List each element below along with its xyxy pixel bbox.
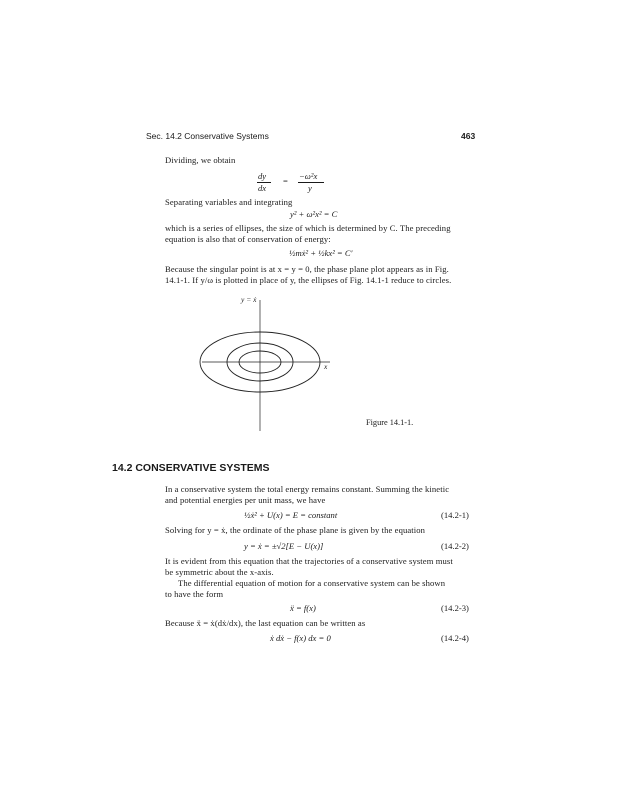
- phase-x-axis-label: x: [324, 362, 328, 371]
- eq-14-2-1: ½ẋ² + U(x) = E = constant: [244, 510, 338, 520]
- section-heading: 14.2 CONSERVATIVE SYSTEMS: [112, 462, 270, 474]
- eq-number-14-2-4: (14.2-4): [441, 633, 469, 643]
- eq-number-14-2-1: (14.2-1): [441, 510, 469, 520]
- eq1-lhs-denominator: dx: [258, 183, 267, 193]
- text-because-last: Because ẍ = ẋ(dẋ/dx), the last equation can be written as: [165, 618, 366, 628]
- eq-number-14-2-3: (14.2-3): [441, 603, 469, 613]
- eq1-equals: =: [283, 176, 288, 186]
- text-solving: Solving for y = ẋ, the ordinate of the phase plane is given by the equation: [165, 525, 426, 535]
- phase-y-axis-label: y = ẋ: [241, 295, 257, 304]
- text-evident-l1: It is evident from this equation that the trajectories of a conservative system must: [165, 556, 453, 566]
- eq1-rhs-denominator: y: [308, 183, 312, 193]
- phase-plane-figure: [190, 288, 350, 438]
- text-dividing: Dividing, we obtain: [165, 155, 236, 165]
- text-because-circles: 14.1-1. If y/ω is plotted in place of y, the ellipses of Fig. 14.1-1 reduce to circles.: [165, 275, 452, 285]
- eq1-lhs-numerator: dy: [258, 171, 267, 181]
- eq-14-2-3: ẍ = f(x): [290, 603, 316, 613]
- running-header-section: Sec. 14.2 Conservative Systems: [146, 131, 269, 141]
- text-differential-l1: The differential equation of motion for a conservative system can be shown: [178, 578, 446, 588]
- eq2-ellipse-equation: y² + ω²x² = C: [290, 209, 338, 219]
- text-conservative-p1-l2: and potential energies per unit mass, we have: [165, 495, 326, 505]
- text-which: which is a series of ellipses, the size of which is determined by C. The preceding: [165, 223, 451, 233]
- text-equation-energy: equation is also that of conservation of energy:: [165, 234, 331, 244]
- text-conservative-p1-l1: In a conservative system the total energy remains constant. Summing the kinetic: [165, 484, 450, 494]
- eq-14-2-2: y = ẋ = ±√2[E − U(x)]: [244, 541, 324, 551]
- text-separating: Separating variables and integrating: [165, 197, 293, 207]
- text-differential-l2: to have the form: [165, 589, 224, 599]
- text-because-singular: Because the singular point is at x = y = 0, the phase plane plot appears as in Fig.: [165, 264, 449, 274]
- text-evident-l2: be symmetric about the x-axis.: [165, 567, 274, 577]
- eq-number-14-2-2: (14.2-2): [441, 541, 469, 551]
- eq3-energy-conservation: ½mẋ² + ½kx² = C′: [289, 248, 353, 258]
- page-number: 463: [461, 131, 476, 141]
- figure-caption: Figure 14.1-1.: [366, 418, 414, 427]
- eq-14-2-4: ẋ dẋ − f(x) dx = 0: [270, 633, 331, 643]
- eq1-rhs-numerator: −ω²x: [299, 171, 318, 181]
